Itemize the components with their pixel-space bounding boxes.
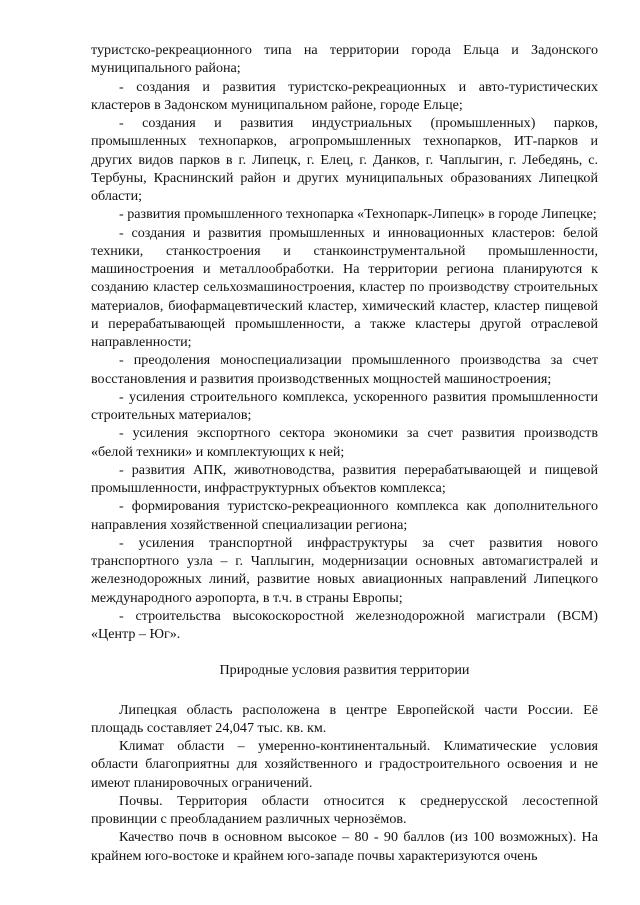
body-paragraph: Липецкая область расположена в центре Европейской части России. Её площадь составляет 24,047 тыс. кв. км.	[91, 701, 598, 736]
list-item: - создания и развития промышленных и инновационных кластеров: белой техники, станкостроения и станкоинструментальной промышленности, машиностроения и металлообработки. На территории региона планируются к созданию кластер сельхозмашиностроения, кластер по производству строительных материалов, биофармацевтический кластер, химический кластер, кластер пищевой и перерабатывающей промышленности, а также кластеры другой отраслевой направленности;	[91, 224, 598, 350]
list-item-continuation: туристско-рекреационного типа на территории города Ельца и Задонского муниципального района;	[91, 42, 598, 77]
list-item: - создания и развития индустриальных (промышленных) парков, промышленных технопарков, агропромышленных технопарков, ИТ-парков и других видов парков в г. Липецк, г. Елец, г. Данков, г. Чаплыгин, г. Лебедянь, с. Тербуны, Краснинский район и других муниципальных образованиях Липецкой области;	[91, 115, 598, 204]
list-item: - усиления транспортной инфраструктуры за счет развития нового транспортного узла – г. Чаплыгин, модернизации основных автомагистралей и железнодорожных линий, развитие новых авиационных направлений Липецкого международного аэропорта, в т.ч. в страны Европы;	[91, 534, 598, 606]
list-item: - усиления экспортного сектора экономики за счет развития производств «белой техники» и комплектующих к ней;	[91, 425, 598, 460]
body-paragraph: Качество почв в основном высокое – 80 - 90 баллов (из 100 возможных). На крайнем юго-востоке и крайнем юго-западе почвы характеризуются очень	[91, 829, 598, 864]
body-paragraph: Почвы. Территория области относится к среднерусской лесостепной провинции с преобладанием различных чернозёмов.	[91, 792, 598, 827]
section-heading: Природные условия развития территории	[219, 662, 470, 679]
body-paragraph: Климат области – умеренно-континентальный. Климатические условия области благоприятны для хозяйственного и градостроительного освоения и не имеют планировочных ограничений.	[91, 738, 598, 791]
list-item: - формирования туристско-рекреационного комплекса как дополнительного направления хозяйственной специализации региона;	[91, 498, 598, 533]
list-item: - строительства высокоскоростной железнодорожной магистрали (ВСМ) «Центр – Юг».	[91, 607, 598, 642]
list-item: - развития промышленного технопарка «Технопарк-Липецк» в городе Липецке;	[119, 206, 597, 223]
document-body	[91, 41, 598, 865]
list-item: - преодоления моноспециализации промышленного производства за счет восстановления и развития производственных мощностей машиностроения;	[91, 352, 598, 387]
list-item: - создания и развития туристско-рекреационных и авто-туристических кластеров в Задонском муниципальном районе, городе Ельце;	[91, 78, 598, 113]
list-item: - усиления строительного комплекса, ускоренного развития промышленности строительных материалов;	[91, 388, 598, 423]
list-item: - развития АПК, животноводства, развития перерабатывающей и пищевой промышленности, инфраструктурных объектов комплекса;	[91, 461, 598, 496]
